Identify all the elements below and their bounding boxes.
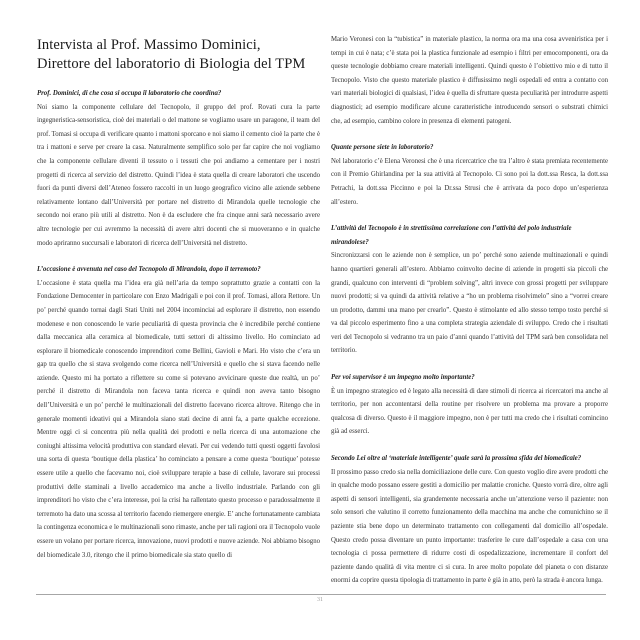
interview-answer: L’occasione è stata quella ma l’idea era già nell’aria da tempo soprattutto grazie a contatti con la Fondazione Democenter in particolare con Enzo Madrigali e poi con il prof. Tomasi, allora Rettore. Un po’ perché quando tornai dagli Stati Uniti nel 2004 incominciai ad esplorare il distretto, non essendo modenese e non conoscendo le varie peculiarità di questa provincia che è incredibile perché contiene dalla meccanica alla ceramica al biomedicale, tutti settori di altissimo livello. Ho cominciato ad esplorare il biomedicale conoscendo imprenditori come Bellini, Gavioli e Mari. Ho visto che c’era un gap tra quello che si stava svolgendo come ricerca nell’Università e quello che si stava facendo nelle aziende. Questo mi ha portato a riflettere su come si potevano avvicinare queste due realtà, un po’ perché il distretto di Mirandola non faceva tanta ricerca e quindi non aveva tanto bisogno dell’Università e un po’ perché le multinazionali del distretto facevano ricerca altrove. Ritengo che in generale momenti ideativi qui a Mirandola siano stati decine di anni fa, a parte qualche eccezione. Mentre oggi ci si concentra più nella qualità dei prodotti e nella ricerca di una automazione che coniughi altissima velocità produttiva con standard elevati. Per cui vedendo tutti questi oggetti favolosi una sorta di questa ‘boutique della plastica’ ho cominciato a pensare a come questa ‘boutique’ potesse essere utile a quello che facevamo noi, cioè sviluppare terapie a base di cellule, lavorare sui processi produttivi delle staminali a livello accademico ma anche a livello industriale. Parlando con gli imprenditori ho visto che c’era interesse, poi la crisi ha rallentato questo processo e paradossalmente il terremoto ha dato una scossa al territorio facendo riemergere energie. E’ anche fortunatamente cambiata la contingenza economica e le multinazionali sono rimaste, anche per tali ragioni ora il Tecnopolo vuole essere un volano per portare ricerca, innovazione, nuovi prodotti e nuove aziende. Noi abbiamo bisogno del biomedicale 3.0, ritengo che il primo biomedicale sia stato quello di	[37, 279, 320, 559]
interview-question: Secondo Lei oltre al ‘materiale intelligente’ quale sarà la prossima sfida del biomedicale?	[331, 455, 582, 463]
footer-divider	[36, 594, 606, 595]
article-title	[37, 36, 320, 74]
interview-answer: Sincronizzarsi con le aziende non è semplice, un po’ perché sono aziende multinazionali e quindi hanno quartieri generali all’estero. Abbiamo coinvolto decine di aziende in progetti sia piccoli che grandi, qualcuno con interventi di “problem solving”, altri invece con grossi progetti per sviluppare nuovi prodotti; si va quindi da attività relative a “ho un problema risolvimelo” sino a “vorrei creare un prodotto, dammi una mano per crearlo”. Questo è stimolante ed allo stesso tempo tosto perché si va dal piccolo esperimento fino a una completa strategia aziendale di sviluppo. Credo che i risultati veri del Tecnopolo si vedranno tra un paio d’anni quando l’attività del TPM sarà ben consolidata nel territorio.	[331, 252, 608, 355]
page-number: 31	[317, 597, 323, 603]
interview-question: Quante persone siete in laboratorio?	[331, 144, 434, 152]
right-column	[331, 33, 608, 588]
interview-answer: Nel laboratorio c’è Elena Veronesi che è una ricercatrice che tra l’altro è stata premiata recentemente con il Premio Ghirlandina per la sua attività al Tecnopolo. Ci sono poi la dott.ssa Resca, la dott.ssa Petrachi, la dott.ssa Piccinno e poi la Dr.ssa Strusi che è arrivata da poco dopo un’esperienza all’estero.	[331, 157, 608, 206]
interview-answer-continued: Mario Veronesi con la “tubistica” in materiale plastico, la norma ora ma una cosa avveniristica per i tempi in cui è nata; c’è stata poi la plastica funzionale ad esempio i filtri per emocomponenti, ora da queste tecnologie dobbiamo creare materiali intelligenti. Quindi questo è l’obiettivo mio e di tutto il Tecnopolo. Visto che questo materiale plastico è diffusissimo negli ospedali ed entra a contatto con vari materiali biologici di qualsiasi, l’idea è quella di sfruttare questa peculiarità per introdurre aspetti diagnostici; ad esempio modificare alcune caratteristiche introducendo sensori o substrati chimici che, ad esempio, cambino colore in presenza di elementi patogeni.	[331, 36, 608, 125]
interview-question: Per voi supervisor è un impegno molto importante?	[331, 374, 475, 382]
article-title-line2: Direttore del laboratorio di Biologia del TPM	[37, 56, 306, 72]
interview-answer: È un impegno strategico ed è legato alla necessità di dare stimoli di ricerca ai ricercatori ma anche al territorio, per non accontentarsi della routine per risolvere un problema ma provare a proporre qualcosa di diverso. Questo è il maggiore impegno, non è per tutti ma credo che i risultati comincino già ad esserci.	[331, 387, 608, 436]
interview-answer: Noi siamo la componente cellulare del Tecnopolo, il gruppo del prof. Rovati cura la parte ingegneristica-sensoristica, cioè dei materiali o del mattone se vogliamo usare un paragone, il team del prof. Tomasi si occupa di verificare quanto i mattoni sporcano e noi siamo il cemento cioè la parte che è tra i mattoni e serve per creare la casa. Naturalmente semplifico solo per far capire che noi vogliamo che la componente cellulare diventi il tessuto o i tessuti che poi andiamo a cementare per i nostri progetti di ricerca al servizio del distretto. Quindi l’idea è stata quella di creare laboratori che uscendo fuori da punti diversi dell’Ateneo fossero raccolti in un luogo geografico vicino alle aziende sebbene relativamente lontano dall’Università per portare nel distretto di Mirandola quelle tecnologie che secondo noi erano più utili al distretto. Non è da escludere che fra cinque anni sarà necessario avere altre tecnologie per cui avremmo la necessità di avere altri docenti che si muoveranno e in qualche modo apriranno succursali e laboratori di ricerca dell’Università nel distretto.	[37, 103, 320, 247]
article-title-line1: Intervista al Prof. Massimo Dominici,	[37, 37, 261, 53]
interview-question: L’attività del Tecnopolo è in strettissima correlazione con l’attività del polo industriale mirandolese?	[331, 225, 572, 246]
left-column	[37, 36, 320, 588]
interview-question: Prof. Dominici, di che cosa si occupa il laboratorio che coordina?	[37, 90, 222, 97]
interview-question: L’occasione è avvenuta nel caso del Tecnopolo di Mirandola, dopo il terremoto?	[37, 266, 261, 274]
interview-answer: Il prossimo passo credo sia nella domiciliazione delle cure. Con questo voglio dire avere prodotti che in qualche modo possano essere gestiti a domicilio per malattie croniche. Questo vorrà dire, oltre agli aspetti di sensori intelligenti, sia grandemente necessaria anche un’attenzione verso il paziente: non solo sensori che valutino il corretto funzionamento della macchina ma anche che comunichino se il paziente stia bene dopo un determinato trattamento con collegamenti dal domicilio all’ospedale. Questo credo possa diventare un punto importante: trasferire le cure dall’ospedale a casa con una tecnologia ci possa permettere di ridurre costi di ospedalizzazione, incrementare il confort del paziente dando qualità di vita mentre ci si cura. In aree molto popolate del pianeta o con distanze enormi da coprire questa tipologia di trattamento in parte è già in atto, però la strada è ancora lunga.	[331, 468, 608, 585]
